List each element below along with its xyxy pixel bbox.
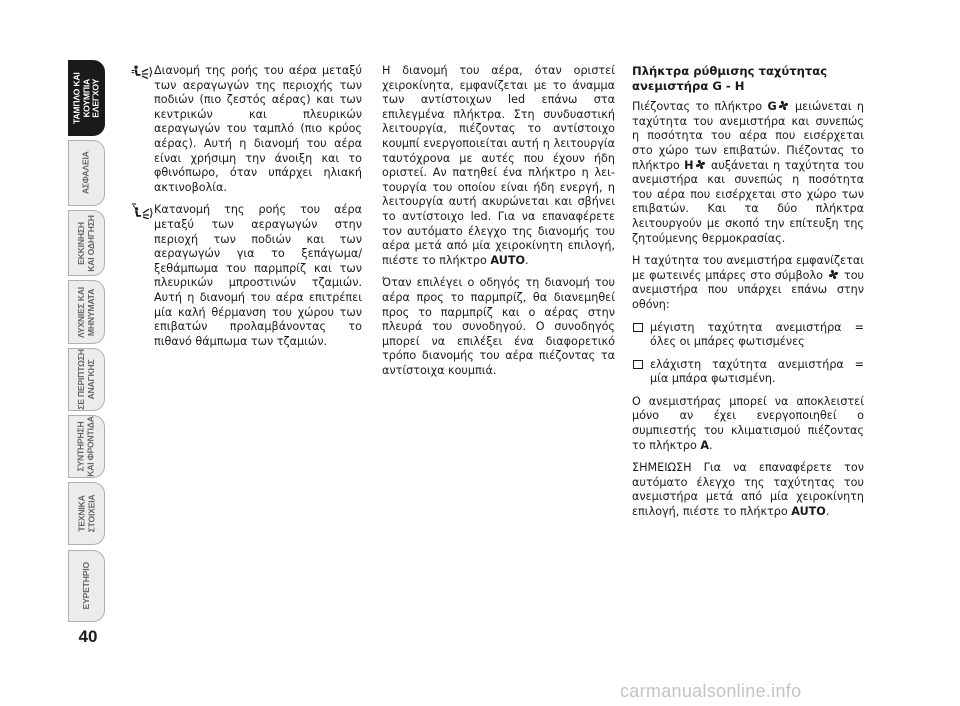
- chapter-tab[interactable]: [68, 550, 105, 622]
- chapter-tab-label: ΕΚΚΙΝΗΣΗ ΚΑΙ ΟΔΗΓΗΣΗ: [76, 214, 96, 272]
- column-2: [382, 64, 615, 386]
- chapter-tab-label: ΣΥΝΤΗΡΗΣΗ ΚΑΙ ΦΡΟΝΤΙΔΑ: [76, 416, 96, 477]
- chapter-tab-label: ΣΕ ΠΕΡΙΠΤΩΣΗ ΑΝΑΓΚΗΣ: [76, 349, 96, 410]
- chapter-tab-label: ΤΕΧΝΙΚΑ ΣΤΟΙΧΕΙΑ: [76, 494, 96, 533]
- chapter-tab[interactable]: [68, 415, 105, 478]
- checkbox-bullet-icon: [633, 360, 643, 369]
- column-1: [130, 64, 362, 357]
- chapter-tab[interactable]: [68, 60, 105, 136]
- chapter-tab-label: ΑΣΦΑΛΕΙΑ: [80, 151, 91, 195]
- windshield-distribution-paragraph: Όταν επιλέγει ο οδηγός τη διανομή του αέρα προς το παρμπρίζ, θα διανεμηθεί προς το παρμπρίζ και ο αέρας στην πλευρά του συνοδηγού. Ο συνοδηγός μπορεί να επιλέξει ένα διαφορετικό τρόπο διανομής του αέρα πιέζοντας τα αντίστοιχα κουμπιά.: [382, 276, 615, 377]
- chapter-tab-label: ΛΥΧΝΙΕΣ ΚΑΙ ΜΗΝΥΜΑΤΑ: [76, 286, 96, 338]
- list-item: ελάχιστη ταχύτητα ανεμιστήρα = μία μπάρα φωτισμένη.: [632, 358, 864, 387]
- airflow-mode-2-text: Κατανομή της ροής του αέρα μεταξύ των αεραγωγών στην περιοχή των ποδιών και των αεραγωγών για το ξεπάγωμα/ξεθάμπωμα του παρμπρίζ και των πλευρικών μπροστινών τζαμιών. Αυτή η διανομή του αέρα επιτρέπει μία καλή θέρμανση του χώρου των επιβατών προλαμβάνοντας το πιθανό θάμπωμα των τζαμιών.: [154, 203, 362, 348]
- watermark: carmanualsonline.info: [620, 681, 802, 701]
- fan-speed-paragraph: Πιέζοντας το πλήκτρο G μειώνεται η ταχύτητα του ανεμιστήρα και συνεπώς η ποσότητα του αέρα που εισέρχεται στο χώρο των επιβατών. Πιέζοντας το πλήκτρο H αυξάνεται η ταχύτητα του ανεμιστήρα και συνεπώς η ποσότητα του αέρα που εισέρχεται στο χώρο των επιβατών. Και τα δύο πλήκτρα λειτουργούν με σκοπό την επίτευξη της ζητούμενης θερμοκρασίας.: [632, 100, 864, 245]
- chapter-tab[interactable]: [68, 482, 105, 545]
- airflow-feet-dashboard-icon: [130, 64, 154, 80]
- checkbox-bullet-icon: [633, 323, 643, 332]
- fan-display-paragraph: Η ταχύτητα του ανεμιστήρα εμφανίζεται με φωτεινές μπάρες στο σύμβολο του ανεμιστήρα που υπάρχει επάνω στην οθόνη:: [632, 254, 865, 311]
- manual-distribution-paragraph: Η διανομή του αέρα, όταν οριστεί χειροκίνητα, εμφανίζεται με το άναμμα των αντίστοιχων led επάνω στα επιλεγμένα πλήκτρα. Στη συνδυαστική λειτουργία, πιέζοντας το αντίστοιχο κουμπί ενεργοποιείται αυτή η λειτουργία ταυτόχρονα με αυτές που έχουν ήδη οριστεί. Αν πατηθεί ένα πλήκτρο η λειτουργία του οποίου είναι ήδη ενεργή, η λειτουργία αυτή ακυρώνεται και σβήνει το αντίστοιχο led. Για να επαναφέρετε τον αυτόματο έλεγχο της διανομής του αέρα μετά από μία χειροκίνητη επιλογή, πιέστε το πλήκτρο AUTO.: [382, 64, 615, 267]
- fan-icon: [778, 100, 789, 111]
- airflow-mode-2: [130, 203, 362, 349]
- chapter-tab[interactable]: [68, 280, 105, 344]
- airflow-feet-windshield-icon: [130, 203, 154, 219]
- fan-icon: [828, 269, 839, 280]
- fan-disable-paragraph: Ο ανεμιστήρας μπορεί να αποκλειστεί μόνο αν έχει ενεργοποιηθεί ο συμπιεστής του κλιματισμού πιέζοντας το πλήκτρο A.: [632, 394, 864, 452]
- fan-icon: [695, 159, 706, 170]
- chapter-tab-label: ΕΥΡΕΤΗΡΙΟ: [80, 562, 91, 610]
- section-heading: Πλήκτρα ρύθμισης ταχύτητας ανεμιστήρα G - H: [632, 64, 828, 93]
- airflow-mode-1: [130, 64, 362, 195]
- chapter-tab-label: ΤΑΜΠΛΟ ΚΑΙ ΚΟΥΜΠΙΑ ΕΛΕΓΧΟΥ: [71, 72, 101, 124]
- list-item: μέγιστη ταχύτητα ανεμιστήρα = όλες οι μπάρες φωτισμένες: [632, 321, 864, 350]
- note-paragraph: ΣΗΜΕΙΩΣΗ Για να επαναφέρετε τον αυτόματο έλεγχο της ταχύτητας του ανεμιστήρα μετά από μία χειροκίνητη επιλογή, πιέστε το πλήκτρο AUTO.: [632, 461, 864, 519]
- page-number: 40: [78, 627, 98, 646]
- chapter-tab[interactable]: [68, 348, 105, 411]
- chapter-tab[interactable]: [68, 210, 105, 276]
- chapter-tab[interactable]: [68, 140, 105, 206]
- airflow-mode-1-text: Διανομή της ροής του αέρα μεταξύ των αεραγωγών της περιοχής των ποδιών (πιο ζεστός αέρας) και των κεντρικών και πλευρικών αεραγωγών του ταμπλό (πιο κρύος αέρας). Αυτή η διανομή του αέρα είναι χρήσιμη την άνοιξη και το φθινόπωρο, όταν υπάρχει ηλιακή ακτινοβολία.: [154, 64, 362, 194]
- column-3: [632, 64, 864, 528]
- auto-key-label: AUTO: [490, 253, 525, 267]
